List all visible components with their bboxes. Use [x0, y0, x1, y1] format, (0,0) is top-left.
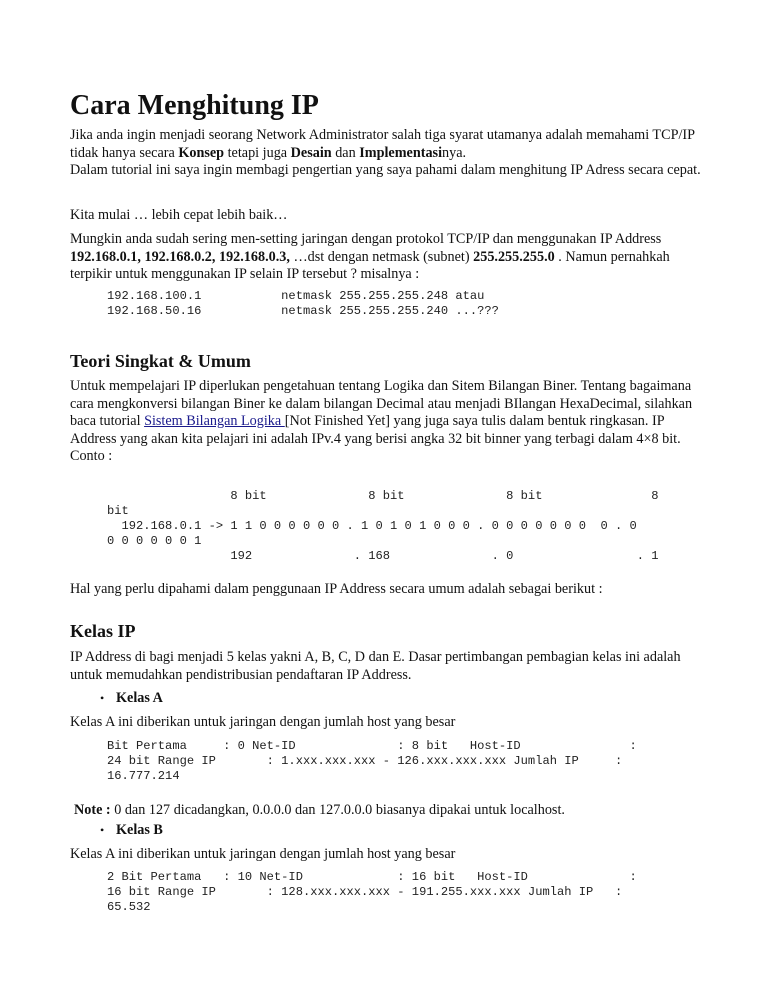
intro-bold-implementasi: Implementasi — [359, 144, 443, 161]
intro-text: …dst dengan netmask (subnet) — [289, 248, 474, 265]
intro-text: tetapi juga — [224, 144, 291, 161]
kelas-b-label: Kelas B — [116, 822, 163, 838]
intro-text: Dalam tutorial ini saya ingin membagi pengertian yang saya pahami dalam menghitung IP Adress secara cepat. — [70, 162, 701, 178]
note-text: 0 dan 127 dicadangkan, 0.0.0.0 dan 127.0.0.0 biasanya dipakai untuk localhost. — [110, 802, 565, 818]
intro-text: dan — [331, 144, 360, 161]
kelas-a-description: Kelas A ini diberikan untuk jaringan dengan jumlah host yang besar — [70, 714, 456, 730]
intro-text: Mungkin anda sudah sering men-setting jaringan dengan protokol TCP/IP dan menggunakan IP Address — [70, 231, 662, 247]
page-title: Cara Menghitung IP — [70, 90, 319, 121]
teori-summary-paragraph: Hal yang perlu dipahami dalam penggunaan IP Address secara umum adalah sebagai berikut : — [70, 581, 603, 597]
intro-bold-netmask: 255.255.255.0 — [473, 248, 555, 265]
note-label: Note : — [74, 802, 111, 818]
bullet-dot-icon: • — [100, 823, 105, 837]
intro-start-paragraph: Kita mulai … lebih cepat lebih baik… — [70, 207, 288, 223]
kelas-b-description: Kelas A ini diberikan untuk jaringan dengan jumlah host yang besar — [70, 846, 456, 862]
binary-code-block: 8 bit 8 bit 8 bit 8 bit 192.168.0.1 -> 1 1 0 0 0 0 0 0 . 1 0 1 0 1 0 0 0 . 0 0 0 0 0 0 0 0 . 0 0 0 0 0 0 0 1 192 . 168 . 0 . 1 — [107, 489, 659, 563]
intro-bold-ip-list: 192.168.0.1, 192.168.0.2, 192.168.0.3, — [70, 248, 290, 265]
intro-text: Jika anda ingin menjadi seorang Network Administrator salah tiga syarat utamanya adalah memahami TCP/IP tidak hanya secara — [70, 127, 695, 161]
intro-text: nya. — [442, 144, 467, 161]
teori-text: [Not Finished Yet] yang juga saya tulis dalam bentuk ringkasan. IP Address yang akan kita pelajari ini adalah IPv.4 yang berisi angka 32 bit binner yang terbagi dalam 4×8 bit. — [70, 413, 681, 447]
teori-text: Untuk mempelajari IP diperlukan pengetahuan tentang Logika dan Sitem Bilangan Biner. Tentang bagaimana cara mengkonversi bilangan Biner ke dalam bilangan Decimal atau menjadi BIlangan HexaDecimal, silahkan baca tutorial — [70, 378, 693, 429]
sistem-bilangan-link[interactable]: Sistem Bilangan Logika — [144, 413, 285, 429]
intro-paragraph — [70, 127, 702, 180]
intro-text: . Namun pernahkah terpikir untuk menggunakan IP selain IP tersebut ? misalnya : — [70, 248, 670, 282]
section-heading-kelas: Kelas IP — [70, 621, 136, 641]
netmask-code-block: 192.168.100.1 netmask 255.255.255.248 atau 192.168.50.16 netmask 255.255.255.240 ...??? — [107, 289, 499, 318]
kelas-a-label: Kelas A — [116, 690, 163, 706]
conto-label: Conto : — [70, 448, 113, 464]
kelas-a-code-block: Bit Pertama : 0 Net-ID : 8 bit Host-ID : 24 bit Range IP : 1.xxx.xxx.xxx - 126.xxx.xxx.xxx Jumlah IP : 16.777.214 — [107, 739, 637, 783]
section-heading-teori: Teori Singkat & Umum — [70, 351, 251, 371]
teori-paragraph — [70, 378, 696, 466]
intro-setting-paragraph — [70, 231, 702, 284]
intro-bold-desain: Desain — [290, 144, 332, 161]
note-paragraph — [74, 802, 565, 820]
kelas-b-code-block: 2 Bit Pertama : 10 Net-ID : 16 bit Host-ID : 16 bit Range IP : 128.xxx.xxx.xxx - 191.255.xxx.xxx Jumlah IP : 65.532 — [107, 870, 637, 914]
bullet-dot-icon: • — [100, 691, 105, 705]
kelas-paragraph: IP Address di bagi menjadi 5 kelas yakni A, B, C, D dan E. Dasar pertimbangan pembagian kelas ini adalah untuk memudahkan pendistribusian pendaftaran IP Address. — [70, 649, 681, 683]
intro-bold-konsep: Konsep — [178, 144, 225, 161]
